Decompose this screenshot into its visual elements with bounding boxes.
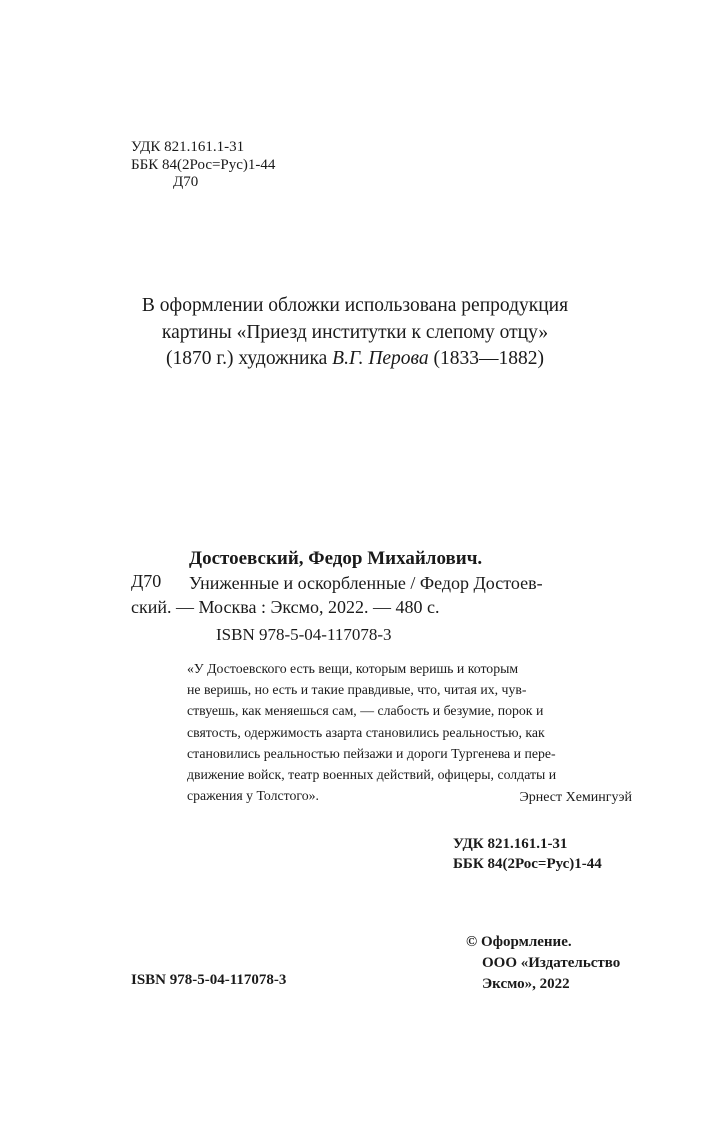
book-author: Достоевский, Федор Михайлович. xyxy=(189,548,483,569)
quote-line: движение войск, театр военных действий, офицеры, солдаты и xyxy=(187,767,557,783)
quote-line: становились реальностью пейзажи и дороги Тургенева и пере- xyxy=(187,745,556,761)
biblio-line-2: ский. — Москва : Эксмо, 2022. — 480 с. xyxy=(131,597,440,617)
classification-block xyxy=(131,139,275,192)
footer-udk: УДК 821.161.1-31 xyxy=(453,836,568,852)
cover-note-post: (1833—1882) xyxy=(428,348,545,369)
biblio-line-1: Униженные и оскорбленные / Федор Достоев- xyxy=(189,573,543,593)
quote-line: «У Достоевского есть вещи, которым веришь и которым xyxy=(187,661,519,676)
quote-line: святость, одержимость азарта становились реальностью, как xyxy=(187,724,545,740)
footer-isbn: ISBN 978-5-04-117078-3 xyxy=(131,972,287,988)
quote-line: не веришь, но есть и такие правдивые, что, читая их, чув- xyxy=(187,682,527,698)
footer-classification xyxy=(453,834,602,874)
cover-note xyxy=(100,293,610,373)
isbn: ISBN 978-5-04-117078-3 xyxy=(216,625,392,644)
cover-note-line-3 xyxy=(100,346,610,373)
copyright-line-2: ООО «Издательство xyxy=(482,955,621,971)
cover-note-line-2: картины «Приезд институтки к слепому отцу» xyxy=(161,321,549,343)
bbk-code: ББК 84(2Рос=Рус)1-44 xyxy=(131,156,276,173)
udk-code: УДК 821.161.1-31 xyxy=(131,139,245,155)
cover-note-line-1: В оформлении обложки использована репродукция xyxy=(141,295,569,316)
biblio-code: Д70 xyxy=(131,571,162,591)
quote-author: Эрнест Хемингуэй xyxy=(519,790,632,805)
quote-line: ствуешь, как меняешься сам, — слабость и безумие, порок и xyxy=(187,703,544,719)
cover-note-pre: (1870 г.) художника xyxy=(165,348,333,369)
copyright-line-3: Эксмо», 2022 xyxy=(482,976,570,992)
artist-name: В.Г. Перова xyxy=(332,348,429,369)
footer-bbk: ББК 84(2Рос=Рус)1-44 xyxy=(453,856,602,872)
author-sign: Д70 xyxy=(173,174,199,190)
copyright-line-1: © Оформление. xyxy=(466,934,572,950)
quote-line: сражения у Толстого». xyxy=(187,788,319,804)
epigraph-quote xyxy=(187,658,632,806)
copyright-block xyxy=(466,932,620,995)
